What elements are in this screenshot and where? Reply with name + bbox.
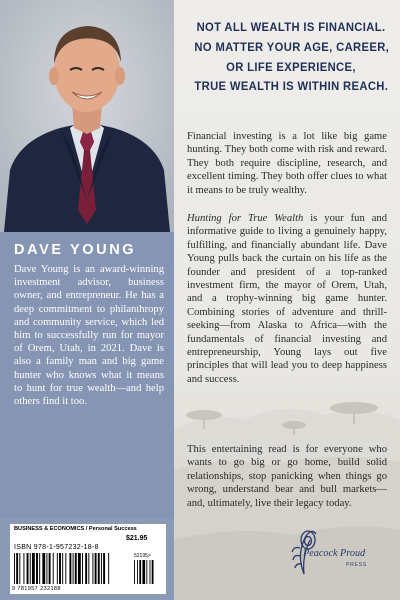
publisher-name: Peacock Proud — [303, 548, 366, 559]
book-category: BUSINESS & ECONOMICS / Personal Success — [14, 526, 137, 532]
tagline-line: NOT ALL WEALTH IS FINANCIAL. — [196, 20, 386, 34]
author-name: DAVE YOUNG — [14, 242, 137, 258]
barcode-digits: 9 781957 232188 — [12, 586, 61, 592]
author-bio: Dave Young is an award-winning investment advisor, business owner, and entrepreneur. He has a deep commitment to philanthropy and community service, which led him to successfully run for mayor of Orem, Utah, in 2021. Dave is also a family man and big game hunter who knows what it means to hunt for true wealth—and help others find it too. — [14, 264, 164, 408]
tagline-line: NO MATTER YOUR AGE, CAREER, — [194, 39, 390, 54]
tagline-line: OR LIFE EXPERIENCE, — [226, 59, 356, 74]
book-title: Hunting for True Wealth — [187, 213, 304, 224]
author-portrait-illustration — [0, 0, 174, 232]
publisher-sub: PRESS — [346, 562, 367, 568]
book-price: $21.95 — [126, 535, 148, 542]
author-photo — [0, 0, 174, 232]
tagline — [194, 18, 390, 97]
tagline-line: TRUE WEALTH IS WITHIN REACH. — [194, 79, 389, 94]
paragraph-2-text: is your fun and informative guide to living a genuinely happy, fulfilling, and financially abundant life. Dave Young pulls back the curtain on his life as the founder and president of a top-ranked investment firm, the mayor of Orem, Utah, and a trophy-winning big game hunter. Combining stories of adventure and thrill-seeking—from Alaska to Africa—with the fundamentals of financial investing and entrepreneurship, Young lays out five principles that will lead you to deep happiness and success. — [187, 213, 387, 385]
barcode-addon: 52195> — [134, 553, 151, 559]
description-paragraph-2 — [187, 212, 387, 386]
isbn-number: ISBN 978-1-957232-18-8 — [14, 544, 99, 551]
description-paragraph-3: This entertaining read is for everyone who wants to go big or go home, build solid relationships, stop panicking when things go wrong, understand bear and bull markets—and, ultimately, live their legacy today. — [187, 444, 387, 509]
description-paragraph-1: Financial investing is a lot like big game hunting. They both come with risk and reward. They both require discipline, research, and excellent timing. They both offer clues to what it means to be truly wealthy. — [187, 131, 387, 196]
